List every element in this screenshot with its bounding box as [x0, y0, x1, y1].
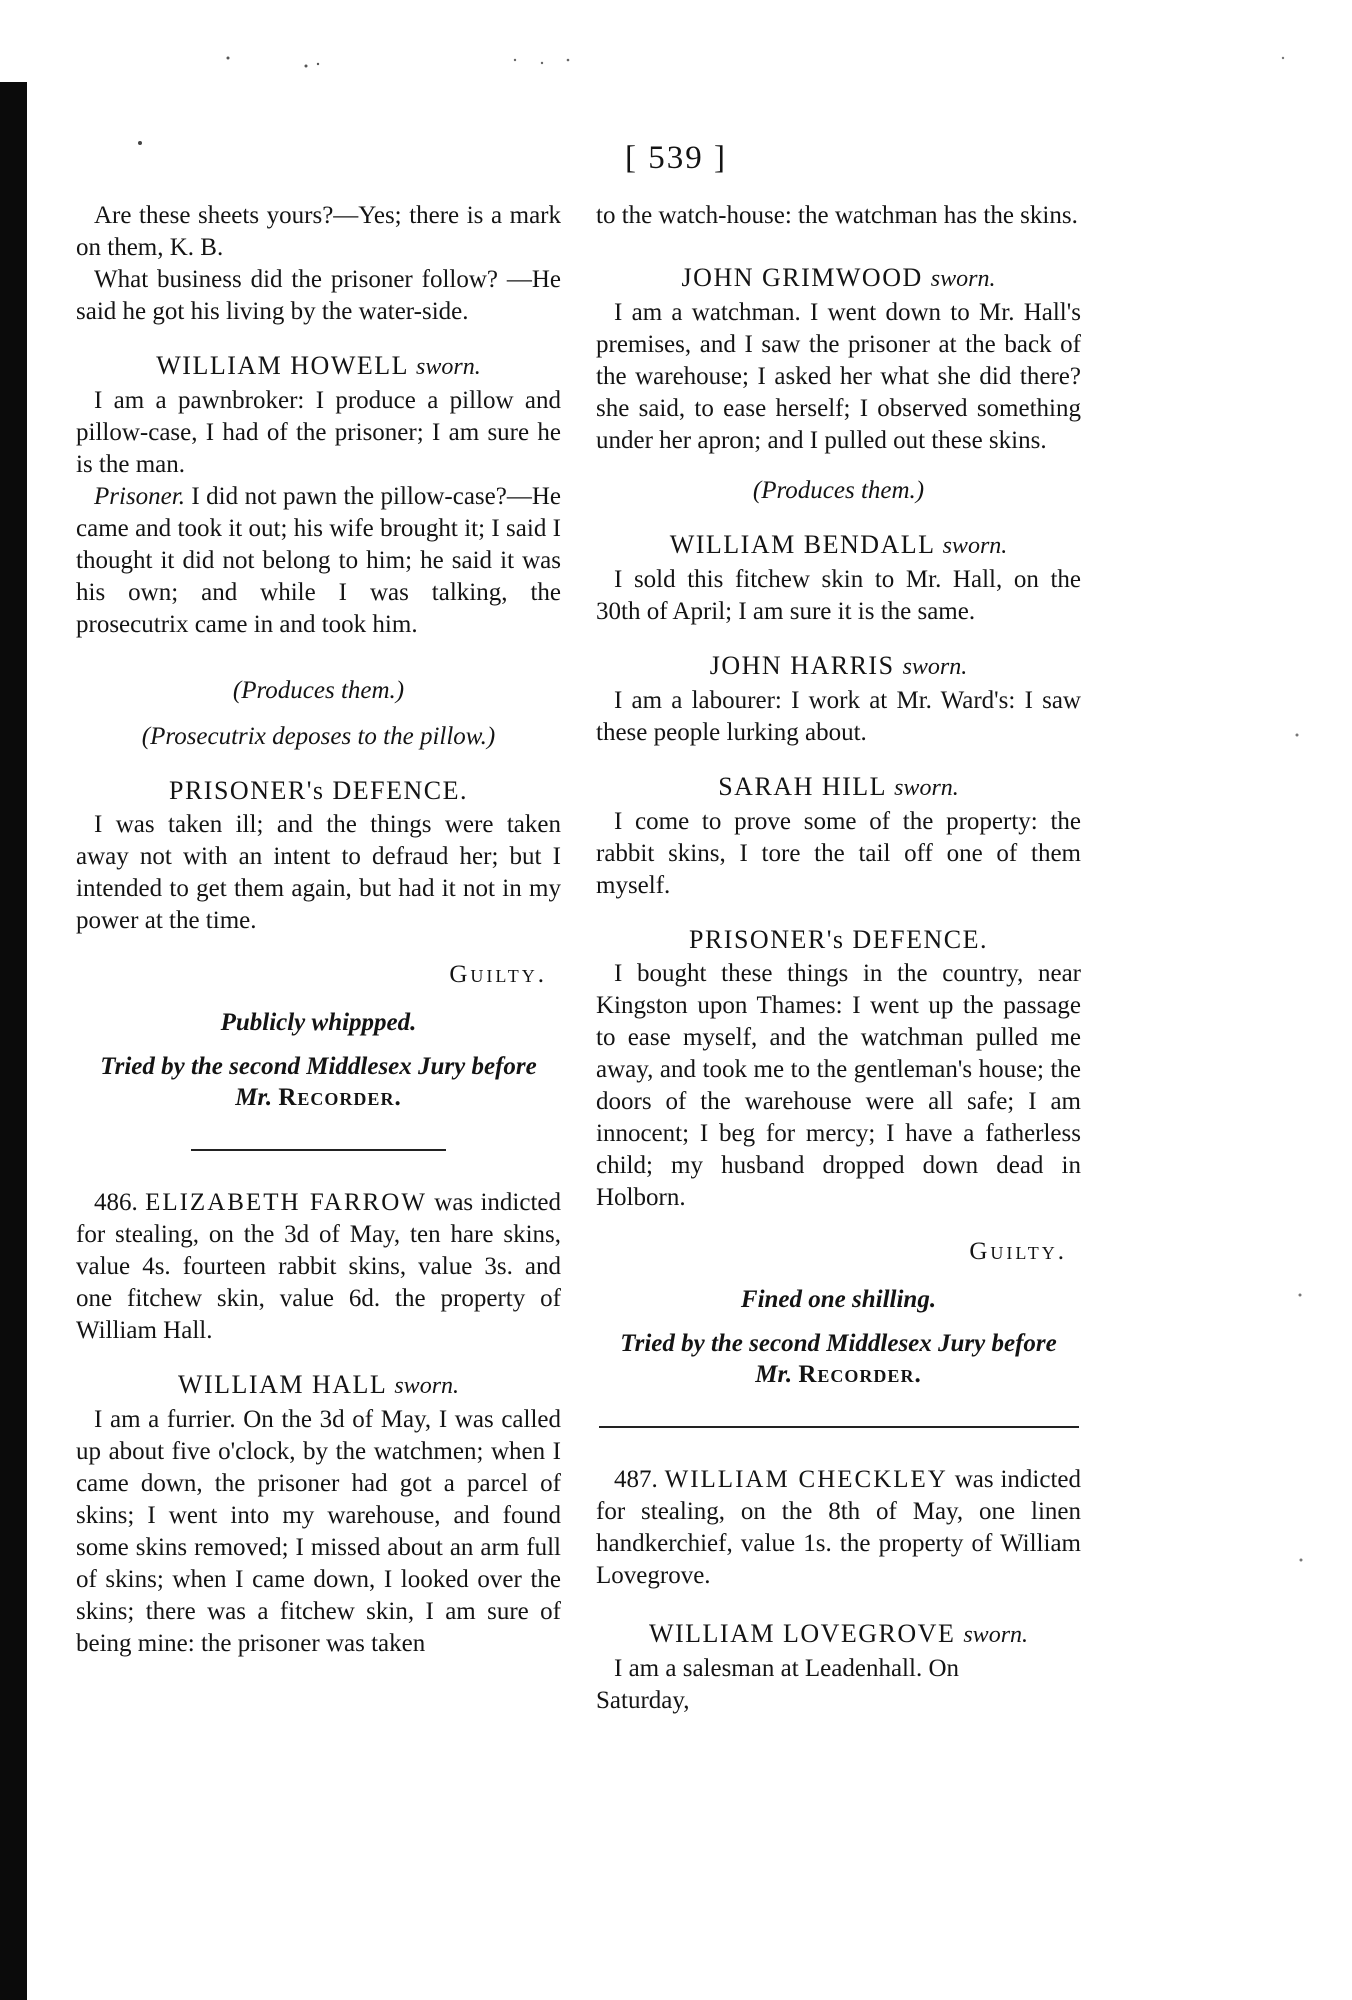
witness-heading [76, 1369, 561, 1402]
case-indictment: 486. ELIZABETH FARROW was indicted for stealing, on the 3d of May, ten hare skins, value 4s. fourteen rabbit skins, value 3s. and one fitchew skin, value 6d. the property of William Hall. [76, 1189, 561, 1344]
witness-heading [596, 650, 1081, 683]
defendant-name: ELIZABETH FARROW [145, 1189, 427, 1216]
catchword: Saturday, [596, 1687, 690, 1714]
case-number: 486. [94, 1189, 138, 1216]
jury-line: Tried by the second Middlesex Jury before Mr. Recorder. [620, 1330, 1057, 1388]
verdict: Guilty. [969, 1238, 1067, 1265]
stage-direction: (Produces them.) [752, 477, 925, 504]
speaker-label: Prisoner. [94, 483, 185, 510]
witness-heading [596, 262, 1081, 295]
witness-name: WILLIAM HALL [177, 1370, 387, 1399]
sentence: Publicly whippped. [220, 1009, 417, 1036]
left-column [76, 200, 561, 1660]
page-number: [ 539 ] [625, 140, 727, 176]
testimony-paragraph: I am a salesman at Leadenhall. On [614, 1655, 959, 1682]
testimony-paragraph: I am a labourer: I work at Mr. Ward's: I saw these people lurking about. [596, 687, 1081, 746]
witness-heading [76, 350, 561, 383]
witness-heading [596, 1618, 1081, 1651]
case-divider [599, 1426, 1079, 1428]
right-column [596, 200, 1081, 1717]
testimony-paragraph: I was taken ill; and the things were taken away not with an intent to defraud her; but I intended to get them again, but had it not in my power at the time. [76, 811, 561, 934]
stage-direction: (Prosecutrix deposes to the pillow.) [141, 723, 496, 750]
sworn-label: sworn. [894, 775, 959, 801]
jury-line: Tried by the second Middlesex Jury before Mr. Recorder. [100, 1053, 537, 1111]
testimony-paragraph: I sold this fitchew skin to Mr. Hall, on the 30th of April; I am sure it is the same. [596, 566, 1081, 625]
sworn-label: sworn. [930, 266, 996, 292]
testimony-paragraph: I bought these things in the country, near Kingston upon Thames: I went up the passage to ease myself, and the watchman pulled me away, and took me to the gentleman's house; the doors of the warehouse were all safe; I am innocent; I beg for mercy; I have a fatherless child; my husband dropped down dead in Holborn. [596, 960, 1081, 1211]
sworn-label: sworn. [963, 1622, 1029, 1648]
sentence: Fined one shilling. [740, 1286, 937, 1313]
case-divider [191, 1149, 446, 1151]
sworn-label: sworn. [394, 1373, 460, 1399]
witness-name: WILLIAM BENDALL [669, 530, 935, 559]
testimony-paragraph: I am a pawnbroker: I produce a pillow and pillow-case, I had of the prisoner; I am sure he is the man. [76, 387, 561, 478]
sworn-label: sworn. [942, 533, 1008, 559]
witness-name: JOHN HARRIS [709, 651, 895, 680]
verdict: Guilty. [449, 961, 547, 988]
witness-heading [596, 771, 1081, 804]
testimony-paragraph: to the watch-house: the watchman has the skins. [596, 202, 1078, 229]
sworn-label: sworn. [416, 354, 481, 380]
witness-name: JOHN GRIMWOOD [681, 263, 923, 292]
testimony-paragraph: Are these sheets yours?—Yes; there is a mark on them, K. B. [76, 202, 561, 261]
testimony-paragraph: I am a furrier. On the 3d of May, I was called up about five o'clock, by the watchmen; when I came down, the prisoner had got a parcel of skins; I went into my warehouse, and found some skins removed; I missed about an arm full of skins; when I came down, I looked over the skins; there was a fitchew skin, I am sure of being mine: the prisoner was taken [76, 1406, 561, 1657]
stage-direction: (Produces them.) [232, 677, 405, 704]
defence-heading: PRISONER's DEFENCE. [169, 776, 468, 805]
sworn-label: sworn. [902, 654, 968, 680]
testimony-paragraph: Prisoner. I did not pawn the pillow-case?—He came and took it out; his wife brought it; I said I thought it did not belong to him; he said it was his own; and while I was talking, the prosecutrix came in and took him. [76, 483, 561, 638]
case-indictment: 487. WILLIAM CHECKLEY was indicted for stealing, on the 8th of May, one linen handkerchief, value 1s. the property of William Lovegrove. [596, 1466, 1081, 1589]
defence-heading: PRISONER's DEFENCE. [689, 925, 988, 954]
witness-heading [596, 529, 1081, 562]
witness-name: WILLIAM LOVEGROVE [648, 1619, 956, 1648]
testimony-paragraph: What business did the prisoner follow? —He said he got his living by the water-side. [76, 266, 561, 325]
testimony-paragraph: I am a watchman. I went down to Mr. Hall's premises, and I saw the prisoner at the back of the warehouse; I asked her what she did there? she said, to ease herself; I observed something under her apron; and I pulled out these skins. [596, 299, 1081, 454]
defendant-name: WILLIAM CHECKLEY [664, 1466, 948, 1493]
case-number: 487. [614, 1466, 658, 1493]
witness-name: SARAH HILL [718, 772, 887, 801]
witness-name: WILLIAM HOWELL [156, 351, 409, 380]
testimony-paragraph: I come to prove some of the property: the rabbit skins, I tore the tail off one of them myself. [596, 808, 1081, 899]
